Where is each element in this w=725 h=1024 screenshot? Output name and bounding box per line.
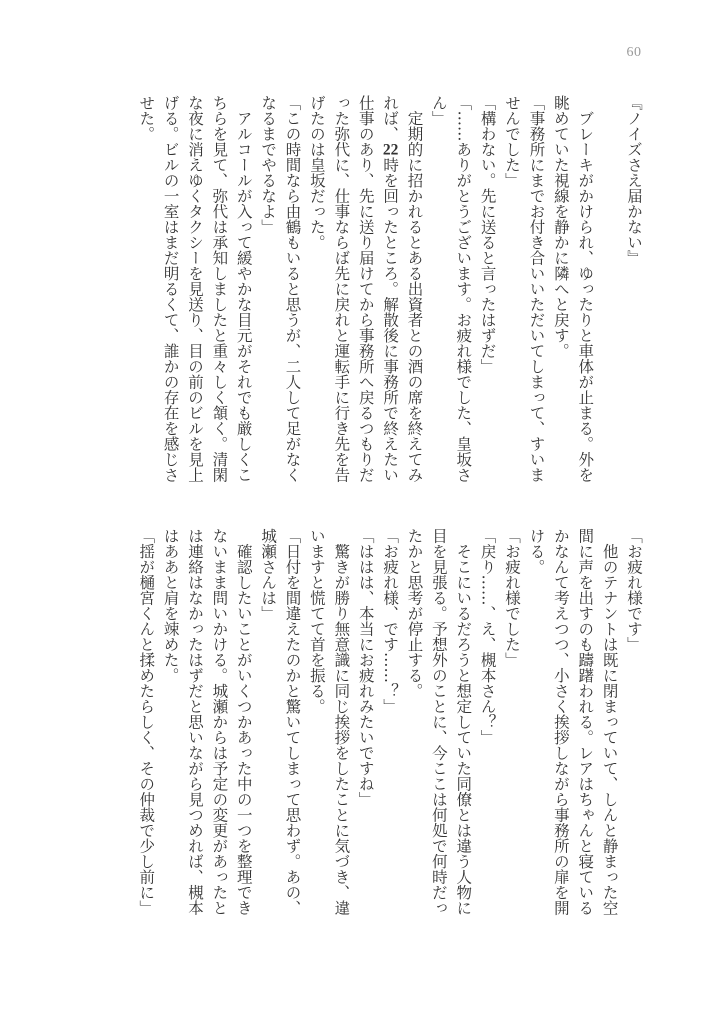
- text-line: 他のテナントは既に閉まっていて、しんと静まった空: [600, 528, 619, 916]
- text-line: はああと肩を竦めた。: [161, 528, 180, 683]
- text-line: な夜に消えゆくタクシーを見送り、目の前のビルを見上: [185, 95, 204, 483]
- time-number: 22: [382, 141, 399, 157]
- text-line: せんでした」: [503, 95, 522, 188]
- text-segment: れば、: [381, 95, 400, 142]
- text-line: いますと慌てて首を振る。: [307, 528, 326, 714]
- text-line: 城瀬さんは」: [259, 528, 278, 621]
- text-line: なるまでやるなよ」: [259, 95, 278, 235]
- blank-column: [597, 95, 621, 483]
- text-line: 定期的に招かれるとある出資者との酒の席を終えてみ: [405, 95, 424, 483]
- text-line: 「揺が樋宮くんと揉めたらしく、その仲裁で少し前に」: [137, 528, 156, 916]
- text-line: 眺めていた視線を静かに隣へと戻す。: [551, 95, 570, 359]
- text-line: 「構わない。先に送ると言ったはずだ」: [478, 95, 497, 374]
- text-line: そこにいるだろうと想定していた同僚とは違う人物に: [454, 528, 473, 916]
- text-line: ブレーキがかけられ、ゆったりと車体が止まる。外を: [576, 95, 595, 483]
- text-line: った弥代に、仕事ならば先に戻れと運転手に行き先を告: [332, 95, 351, 483]
- text-line: ん」: [429, 95, 448, 126]
- text-line: は連絡はなかったはずだと思いながら見つめれば、槻本: [185, 528, 204, 916]
- text-line: せた。: [137, 95, 156, 142]
- text-line: 「事務所にまでお付き合いいただいてしまって、すいま: [527, 95, 546, 483]
- lower-text-block: [134, 528, 646, 916]
- text-line: 「お疲れ様、です……？」: [381, 528, 400, 714]
- text-line: 確認したいことがいくつかあった中の一つを整理でき: [234, 528, 253, 916]
- text-line: たかと思考が停止する。: [405, 528, 424, 699]
- text-line: ちらを見て、弥代は承知しましたと重々しく頷く。清閑: [210, 95, 229, 483]
- text-line: 驚きが勝り無意識に同じ挨拶をしたことに気づき、違: [332, 528, 351, 916]
- text-line: かなんて考えつつ、小さく挨拶しながら事務所の扉を開: [551, 528, 570, 916]
- upper-text-block: [134, 95, 646, 483]
- text-line: ないまま問いかける。城瀬からは予定の変更があったと: [210, 528, 229, 916]
- text-line: 「お疲れ様です」: [625, 528, 643, 652]
- page-number: 60: [626, 45, 642, 60]
- text-line: 「ははは、本当にお疲れみたいですね」: [356, 528, 375, 807]
- text-line: [378, 95, 402, 483]
- text-line: 「戻り……、え、槻本さん？」: [478, 528, 497, 745]
- text-line: 「この時間なら由鶴もいると思うが、二人して足がなく: [283, 95, 302, 483]
- text-line: 目を見張る。予想外のことに、今ここは何処で何時だっ: [429, 528, 448, 916]
- text-line: 間に声を出すのも躊躇われる。レアはちゃんと寝ている: [576, 528, 595, 916]
- text-line: 「日付を間違えたのかと驚いてしまって思わず。あの、: [283, 528, 302, 916]
- text-segment: 時を回ったところ。解散後に事務所で終えたい: [381, 157, 400, 483]
- text-line: 「……ありがとうございます。お疲れ様でした、皇坂さ: [454, 95, 473, 483]
- text-line: 仕事のあり、先に送り届けてから事務所へ戻るつもりだ: [356, 95, 375, 483]
- text-line: げたのは皇坂だった。: [307, 95, 326, 250]
- text-line: げる。ビルの一室はまだ明るくて、誰かの存在を感じさ: [161, 95, 180, 483]
- chapter-title: 『ノイズさえ届かない』: [625, 95, 643, 266]
- text-line: 「お疲れ様でした」: [503, 528, 522, 668]
- text-line: アルコールが入って緩やかな目元がそれでも厳しくこ: [234, 95, 253, 483]
- text-line: ける。: [527, 528, 546, 575]
